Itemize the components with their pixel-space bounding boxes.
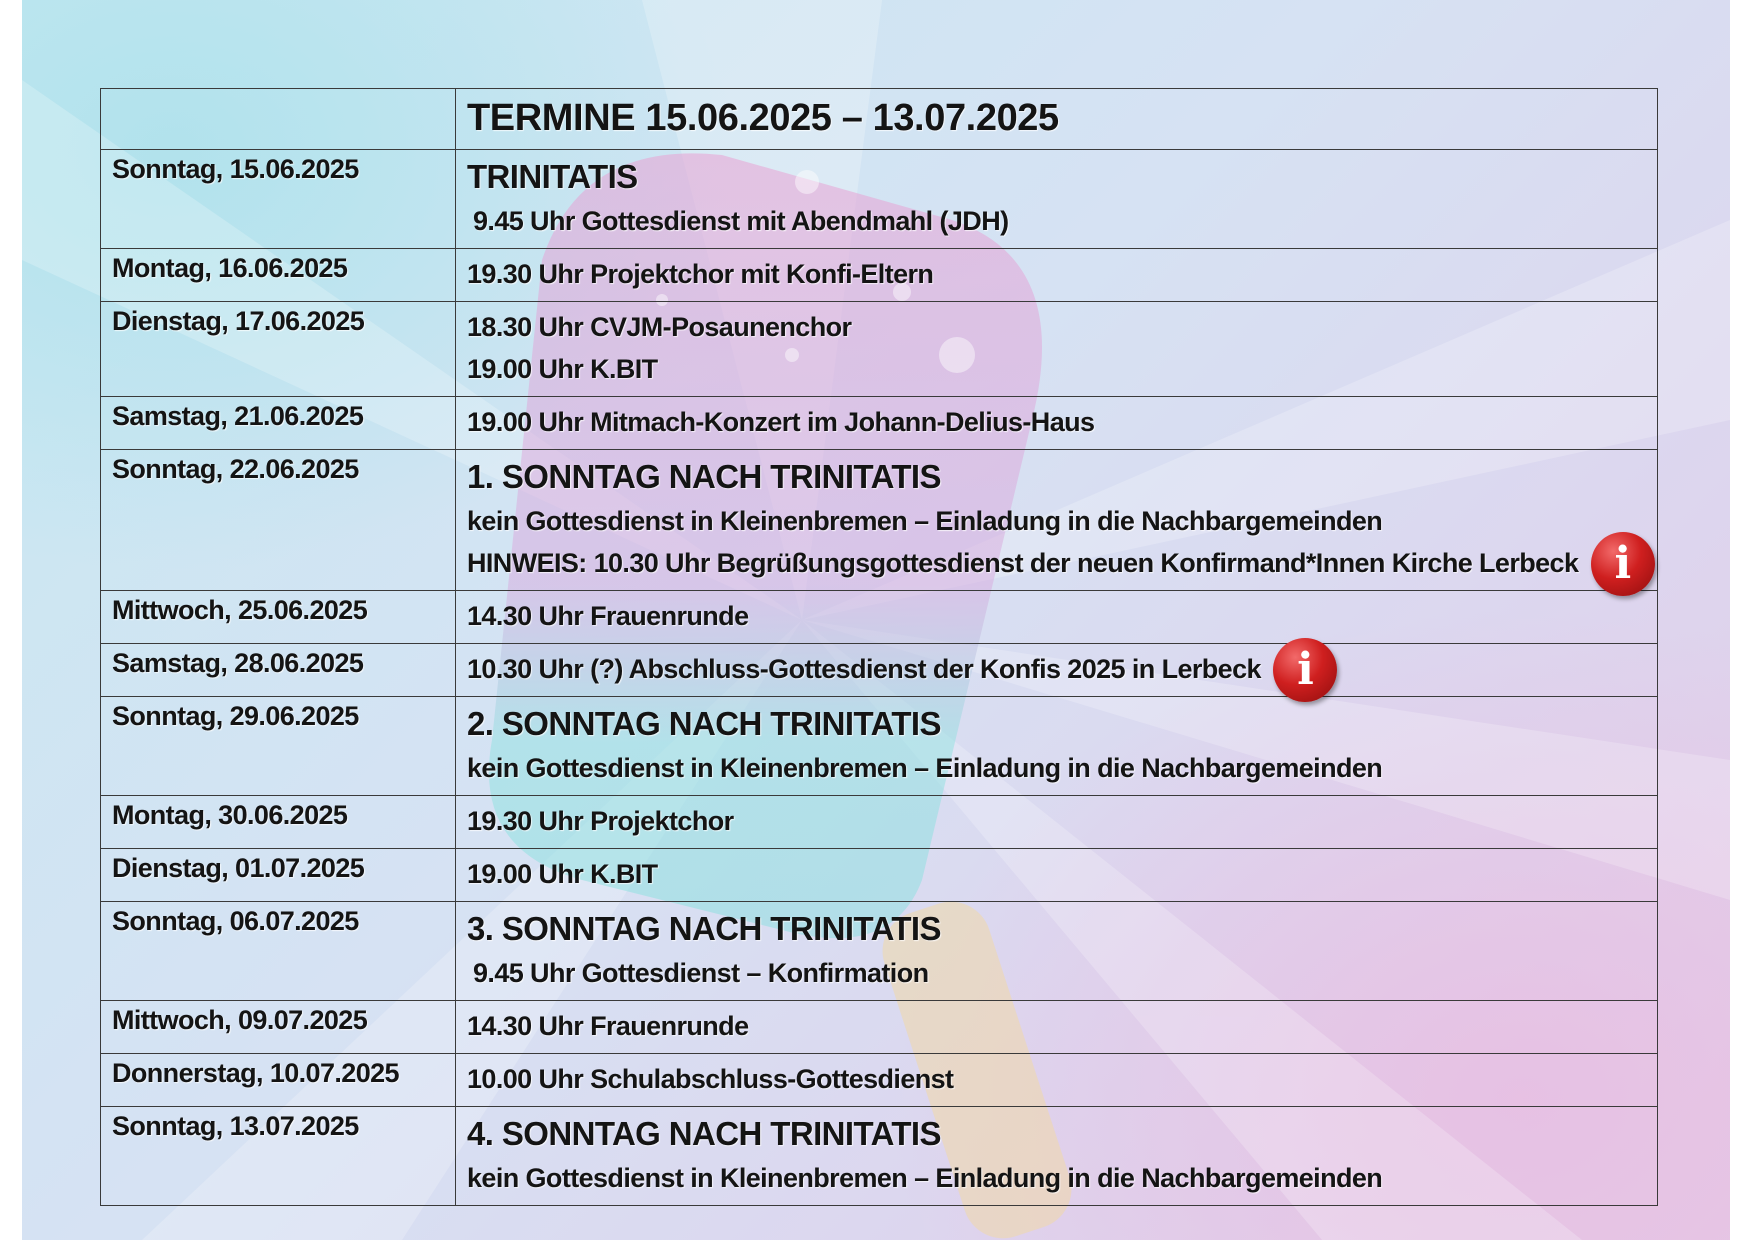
event-line: 19.30 Uhr Projektchor [467,806,734,836]
schedule-row [101,397,1658,450]
event-line: kein Gottesdienst in Kleinenbremen – Einladung in die Nachbargemeinden [467,506,1383,536]
event-heading: 1. SONNTAG NACH TRINITATIS [467,458,941,495]
date-cell: Samstag, 21.06.2025 [101,397,456,450]
info-icon: i [1591,532,1655,596]
event-line: 18.30 Uhr CVJM-Posaunenchor [467,312,852,342]
date-cell: Sonntag, 06.07.2025 [101,902,456,1001]
schedule-row [101,1107,1658,1206]
schedule-row [101,849,1658,902]
entries-cell [456,450,1658,591]
entries-cell [456,302,1658,397]
title-row [101,89,1658,150]
date-cell: Donnerstag, 10.07.2025 [101,1054,456,1107]
entries-cell [456,397,1658,450]
entries-cell [456,849,1658,902]
schedule-row [101,1054,1658,1107]
date-cell: Sonntag, 13.07.2025 [101,1107,456,1206]
entries-cell [456,150,1658,249]
date-cell: Montag, 30.06.2025 [101,796,456,849]
schedule-row [101,591,1658,644]
entries-cell [456,1054,1658,1107]
page-title: TERMINE 15.06.2025 – 13.07.2025 [467,97,1059,139]
event-line: 14.30 Uhr Frauenrunde [467,1011,749,1041]
date-cell: Dienstag, 17.06.2025 [101,302,456,397]
event-line: 19.00 Uhr Mitmach-Konzert im Johann-Delius-Haus [467,407,1095,437]
event-line: 9.45 Uhr Gottesdienst – Konfirmation [473,958,929,988]
schedule-table [100,88,1658,1206]
event-heading: TRINITATIS [467,158,638,195]
entries-cell [456,644,1658,697]
schedule-row [101,150,1658,249]
event-line: 19.30 Uhr Projektchor mit Konfi-Eltern [467,259,934,289]
event-line: HINWEIS: 10.30 Uhr Begrüßungsgottesdienst der neuen Konfirmand*Innen Kirche Lerbeck [467,548,1579,578]
event-heading: 2. SONNTAG NACH TRINITATIS [467,705,941,742]
entries-cell [456,796,1658,849]
date-cell: Sonntag, 15.06.2025 [101,150,456,249]
event-heading: 4. SONNTAG NACH TRINITATIS [467,1115,941,1152]
schedule-row [101,1001,1658,1054]
event-line: kein Gottesdienst in Kleinenbremen – Einladung in die Nachbargemeinden [467,753,1383,783]
schedule-row [101,249,1658,302]
event-line: 9.45 Uhr Gottesdienst mit Abendmahl (JDH) [473,206,1009,236]
schedule-row [101,902,1658,1001]
date-cell: Dienstag, 01.07.2025 [101,849,456,902]
date-cell: Mittwoch, 09.07.2025 [101,1001,456,1054]
schedule-row [101,450,1658,591]
event-heading: 3. SONNTAG NACH TRINITATIS [467,910,941,947]
event-line: 10.30 Uhr (?) Abschluss-Gottesdienst der Konfis 2025 in Lerbeck [467,654,1261,684]
schedule-row [101,697,1658,796]
title-cell [456,89,1658,150]
entries-cell [456,697,1658,796]
date-cell: Samstag, 28.06.2025 [101,644,456,697]
event-line: 19.00 Uhr K.BIT [467,354,658,384]
poster-background [22,0,1730,1240]
event-line: 10.00 Uhr Schulabschluss-Gottesdienst [467,1064,954,1094]
entries-cell [456,902,1658,1001]
title-empty-cell [101,89,456,150]
entries-cell [456,1001,1658,1054]
event-line: kein Gottesdienst in Kleinenbremen – Einladung in die Nachbargemeinden [467,1163,1383,1193]
entries-cell [456,249,1658,302]
entries-cell [456,1107,1658,1206]
date-cell: Sonntag, 22.06.2025 [101,450,456,591]
date-cell: Sonntag, 29.06.2025 [101,697,456,796]
event-line: 14.30 Uhr Frauenrunde [467,601,749,631]
info-icon: i [1273,638,1337,702]
event-line: 19.00 Uhr K.BIT [467,859,658,889]
entries-cell [456,591,1658,644]
schedule-row [101,302,1658,397]
schedule-row [101,796,1658,849]
date-cell: Mittwoch, 25.06.2025 [101,591,456,644]
schedule-row [101,644,1658,697]
date-cell: Montag, 16.06.2025 [101,249,456,302]
